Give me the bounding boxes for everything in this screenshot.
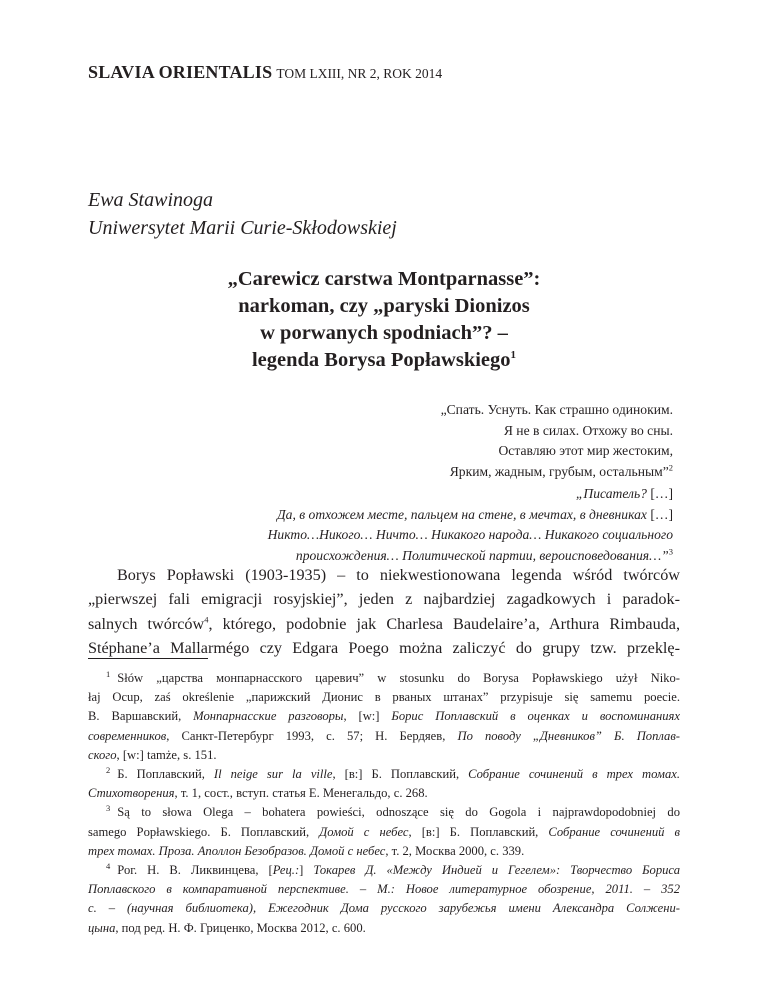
- title-line: „Carewicz carstwa Montparnasse”:: [227, 268, 541, 290]
- footnote-line: с. – (научная библиотека), Ежегодник Дома русского зарубежья имени Александра Солжени-: [88, 901, 680, 916]
- epigraph-line: „Писатель? […]: [575, 486, 673, 501]
- journal-name: SLAVIA ORIENTALIS: [88, 62, 273, 82]
- body-line: Stéphane’a Mallarmégo czy Edgara Poego można zaliczyć do grupy tzw. przeklę-: [88, 638, 680, 657]
- epigraph-line: „Спать. Уснуть. Как страшно одиноким.: [440, 402, 673, 417]
- footnote-line: трех томах. Проза. Аполлон Безобразов. Домой с небес, т. 2, Москва 2000, с. 339.: [88, 843, 525, 858]
- body-line: Borys Popławski (1903-1935) – to niekwestionowana legenda wśród twórców: [117, 566, 680, 584]
- footnote-1: [88, 669, 680, 765]
- epigraph-poem: [441, 400, 673, 482]
- epigraph-line: Ярким, жадным, грубым, остальным”$^2$: [449, 462, 673, 479]
- footnote-3: [88, 803, 680, 861]
- footnote-marker: 1: [510, 349, 517, 362]
- footnote-line: samego Popławskiego. Б. Поплавский, Домой с небес, [в:] Б. Поплавский, Собрание сочинений в: [88, 824, 680, 839]
- body-paragraph: [88, 563, 680, 660]
- footnote-separator: [88, 658, 208, 659]
- epigraph-line: происхождения… Политической партии, вероисповедования…”$^3$: [295, 546, 673, 563]
- footnote-line: $^4$ Рог. Н. В. Ликвинцева, [Рец.:] Токарев Д. «Между Индией и Гегелем»: Творчество Бориса: [106, 860, 680, 878]
- footnote-line: łaj Ocup, zaś określenie „парижский Дионис в рваных штанах” przypisuje się samemu poecie.: [88, 690, 680, 705]
- footnote-2: [88, 765, 680, 803]
- footnote-line: $^1$ Słów „царства монпарнасского царевич” w stosunku do Borysa Popławskiego użył Niko-: [106, 668, 680, 685]
- epigraph-line: Да, в отхожем месте, пальцем на стене, в мечтах, в дневниках […]: [277, 506, 673, 522]
- article-title: [88, 266, 680, 374]
- title-line: w porwanych spodniach”? –: [260, 322, 508, 344]
- body-line: „pierwszej fali emigracji rosyjskiej”, jeden z najbardziej zagadkowych i paradok-: [88, 590, 680, 609]
- footnote-marker: 4: [204, 614, 209, 625]
- journal-issue: TOM LXIII, NR 2, ROK 2014: [276, 66, 443, 81]
- author-name: Ewa Stawinoga: [88, 189, 214, 211]
- footnote-line: Поплавского в компаративной перспективе. – М.: Новое литературное обозрение, 2011. – 352: [88, 882, 680, 897]
- footnote-line: $^2$ Б. Поплавский, Il neige sur la ville, [в:] Б. Поплавский, Собрание сочинений в трех томах.: [106, 764, 680, 782]
- title-line: narkoman, czy „paryski Dionizos: [238, 295, 530, 317]
- author-block: [88, 186, 397, 242]
- epigraph-line: Оставляю этот мир жестоким,: [498, 443, 673, 459]
- author-affiliation: Uniwersytet Marii Curie-Skłodowskiej: [88, 217, 397, 239]
- footnotes: [88, 669, 680, 938]
- title-line: legenda Borysa Popławskiego$^1$: [251, 349, 517, 371]
- footnote-line: $^3$ Są to słowa Olega – bohatera powieści, odnoszące się do Gogola i najprawdopodobniej do: [106, 803, 680, 820]
- footnote-marker: 3: [668, 546, 673, 557]
- footnote-line: современников, Санкт-Петербург 1993, с. 57; Н. Бердяев, По поводу „Дневников” Б. Поплав-: [88, 728, 680, 743]
- journal-header: [88, 62, 442, 83]
- footnote-line: Стихотворения, т. 1, сост., вступ. статья Е. Менегальдо, с. 268.: [88, 786, 428, 801]
- epigraph-line: Я не в силах. Отхожу во сны.: [503, 422, 673, 438]
- footnote-line: цына, под ред. Н. Ф. Гриценко, Москва 2012, с. 600.: [88, 920, 366, 935]
- body-line: salnych twórców$^4$, którego, podobnie jak Charlesa Baudelaire’a, Arthura Rimbauda,: [88, 614, 680, 633]
- epigraph-prose: [153, 484, 673, 566]
- footnote-4: [88, 861, 680, 938]
- footnote-line: В. Варшавский, Монпарнасские разговоры, [w:] Борис Поплавский в оценках и воспоминаниях: [88, 709, 680, 724]
- epigraph-line: Никто…Никого… Ничто… Никакого народа… Никакого социального: [267, 527, 673, 543]
- footnote-marker: 2: [668, 462, 673, 473]
- footnote-line: ского, [w:] tamże, s. 151.: [88, 747, 217, 762]
